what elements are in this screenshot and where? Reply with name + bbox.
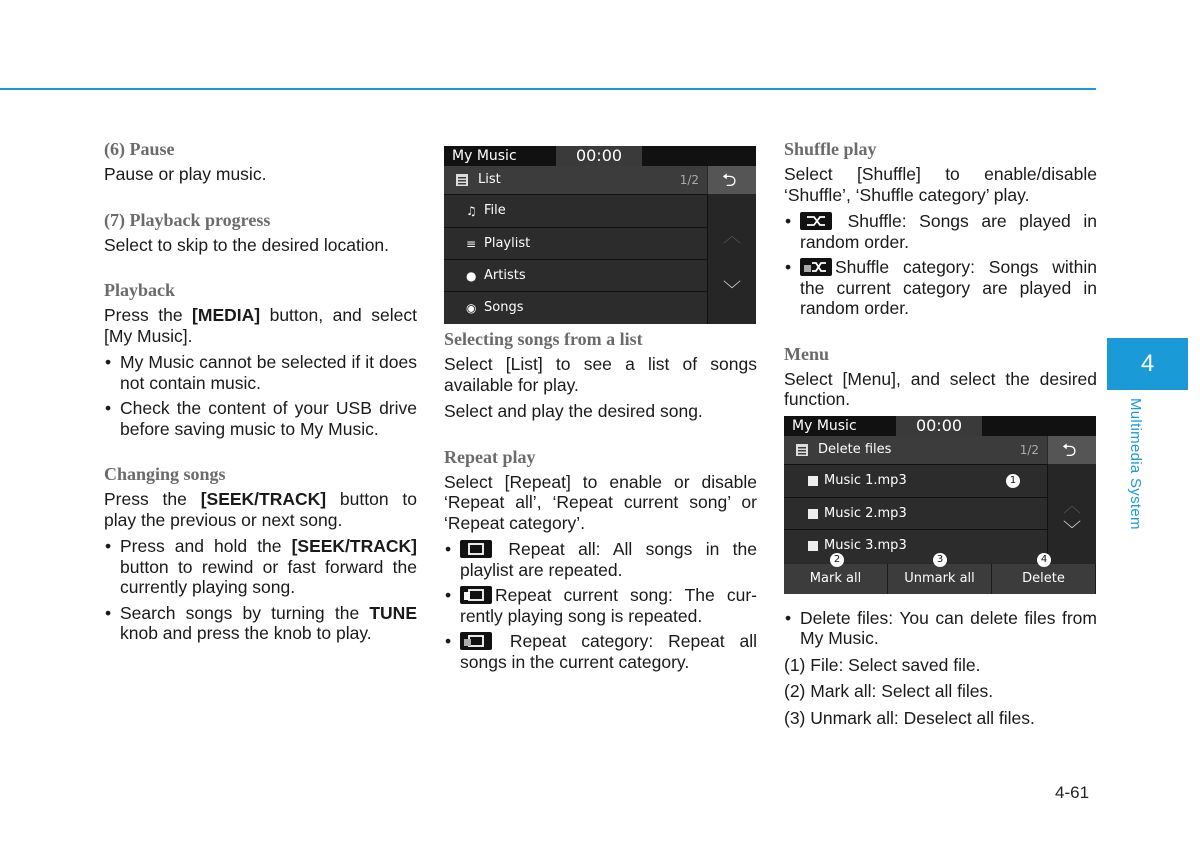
list-item-playlist[interactable]: ≡ Playlist [444, 227, 707, 260]
list-header[interactable] [444, 166, 707, 194]
playback-heading: Playback [104, 280, 176, 300]
status-bar [444, 146, 756, 166]
pause-text: Pause or play music. [104, 164, 267, 184]
repeat-one-icon [460, 586, 492, 604]
callout-4: 4 [1037, 553, 1051, 567]
screen-title: My Music [452, 148, 517, 164]
page-indicator: 1/2 [679, 173, 699, 187]
scrollbar[interactable] [707, 194, 756, 324]
list-header[interactable] [784, 436, 1047, 464]
checkbox[interactable] [808, 541, 818, 551]
shuffle-text: Select [Shuffle] to enable/disable ‘Shuffle’, ‘Shuffle category’ play. [784, 164, 1097, 205]
back-arrow-icon: ⮌ [722, 170, 737, 191]
playback-bullets [104, 352, 417, 439]
changing-bullets [104, 536, 417, 644]
shuffle-heading: Shuffle play [784, 139, 877, 159]
progress-heading: (7) Playback progress [104, 209, 271, 230]
repeat-category-icon [460, 632, 492, 650]
pause-heading: (6) Pause [104, 139, 175, 159]
shuffle-icon [800, 212, 832, 230]
action-bar [784, 564, 1096, 594]
column-3 [784, 138, 1097, 734]
list-item: • Repeat category: Repeat all songs in the current category. [444, 631, 757, 672]
scroll-up-icon[interactable]: ︿ [723, 226, 741, 247]
list-item: • Search songs by turning the TUNE knob and press the knob to play. [104, 603, 417, 644]
list-item: • Check the content of your USB drive before saving music to My Music. [104, 398, 417, 439]
scroll-down-icon[interactable]: ﹀ [1063, 519, 1081, 541]
screen-title: My Music [792, 417, 857, 434]
callout-2: 2 [830, 553, 844, 567]
list-item-artists[interactable]: ● Artists [444, 259, 707, 292]
file-row-2[interactable]: Music 2.mp3 [784, 497, 1047, 530]
list-icon [796, 444, 808, 456]
checkbox-checked[interactable] [808, 476, 818, 486]
delete-files-screen [784, 416, 1096, 594]
note-1: (1) File: Select saved file. [784, 654, 981, 675]
select-heading: Selecting songs from a list [444, 329, 643, 349]
back-arrow-icon: ⮌ [1062, 439, 1077, 461]
chapter-label: Multimedia System [1127, 398, 1144, 530]
unmark-all-button[interactable]: Unmark all [888, 564, 992, 594]
playback-text: Press the [MEDIA] button, and select [My Music]. [104, 305, 417, 346]
list-item: • My Music cannot be selected if it does not contain music. [104, 352, 417, 393]
scroll-up-icon[interactable]: ︿ [1063, 495, 1081, 517]
note-3: (3) Unmark all: Deselect all files. [784, 707, 1035, 728]
menu-heading: Menu [784, 343, 829, 364]
playlist-icon: ≡ [466, 237, 477, 251]
page-number: 4-61 [1055, 783, 1090, 802]
chapter-tab: 4 [1107, 338, 1188, 390]
scrollbar[interactable] [1047, 464, 1096, 564]
list-label: Delete files [818, 441, 892, 457]
progress-text: Select to skip to the desired location. [104, 234, 390, 255]
repeat-all-icon [460, 540, 492, 558]
my-music-list-screen [444, 146, 756, 324]
artist-icon: ● [466, 269, 477, 283]
column-1 [104, 138, 417, 650]
delete-button[interactable]: Delete [992, 564, 1096, 594]
header-rule [0, 88, 1096, 90]
file-row-3[interactable]: Music 3.mp3 [784, 529, 1047, 562]
back-button[interactable] [708, 166, 756, 194]
select-text-2: Select and play the desired song. [444, 401, 703, 421]
list-item: • Press and hold the [SEEK/TRACK] button to rewind or fast forward the currently playing song. [104, 536, 417, 598]
menu-text: Select [Menu], and select the desired function. [784, 368, 1097, 409]
changing-text: Press the [SEEK/TRACK] button to play the previous or next song. [104, 489, 417, 530]
callout-3: 3 [933, 553, 947, 567]
checkbox[interactable] [808, 509, 818, 519]
shuffle-bullets [784, 211, 1097, 319]
list-item: • Repeat current song: The cur-rently playing song is repeated. [444, 585, 757, 626]
list-item-songs[interactable]: ◉ Songs [444, 291, 707, 324]
page-indicator: 1/2 [1019, 442, 1039, 457]
select-text-1: Select [List] to see a list of songs available for play. [444, 354, 757, 395]
repeat-text: Select [Repeat] to enable or disable ‘Repeat all’, ‘Repeat current song’ or ‘Repeat category’. [444, 471, 757, 533]
file-row-1[interactable]: Music 1.mp3 1 [784, 464, 1047, 497]
mark-all-button[interactable]: Mark all [784, 564, 888, 594]
note-2: (2) Mark all: Select all files. [784, 681, 994, 701]
shuffle-category-icon [800, 258, 832, 276]
clock: 00:00 [556, 146, 642, 166]
music-note-icon: ♫ [466, 204, 477, 218]
repeat-bullets [444, 539, 757, 672]
back-button[interactable] [1048, 436, 1096, 464]
changing-heading: Changing songs [104, 464, 226, 484]
clock: 00:00 [896, 416, 982, 436]
list-item: • Shuffle category: Songs within the current category are played in random order. [784, 257, 1097, 319]
scroll-down-icon[interactable]: ﹀ [723, 280, 741, 301]
list-item: • Delete files: You can delete files from My Music. [784, 608, 1097, 649]
callout-1: 1 [1006, 474, 1020, 488]
list-item-file[interactable]: ♫ File [444, 194, 707, 227]
status-bar [784, 416, 1096, 436]
list-item: • Shuffle: Songs are played in random order. [784, 211, 1097, 252]
column-2 [444, 146, 757, 678]
repeat-heading: Repeat play [444, 446, 536, 467]
delete-bullets [784, 608, 1097, 649]
list-label: List [478, 172, 501, 187]
list-icon [456, 174, 468, 186]
list-item: • Repeat all: All songs in the playlist are repeated. [444, 539, 757, 580]
songs-icon: ◉ [466, 301, 477, 315]
